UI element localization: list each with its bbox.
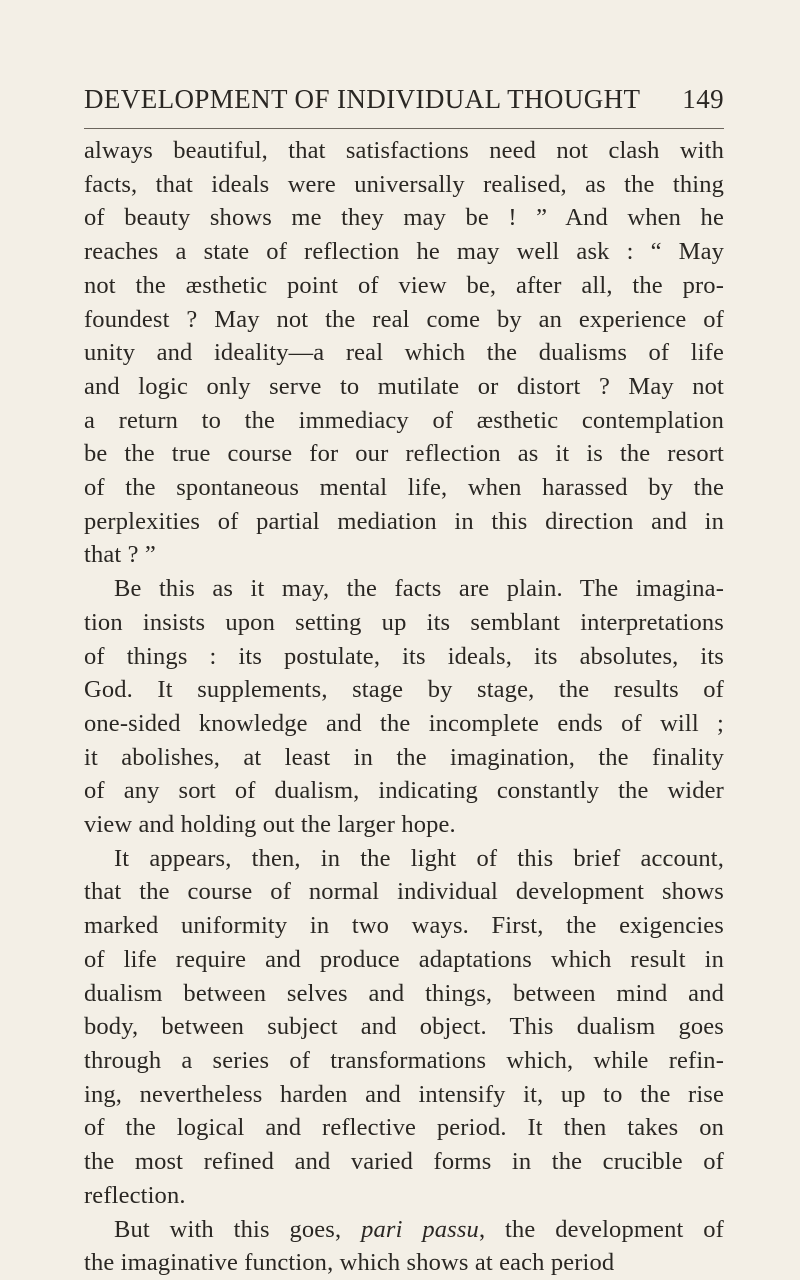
text-line-19: it abolishes, at least in the imagination, the finality xyxy=(84,743,724,771)
text-line-23: that the course of normal individual development shows xyxy=(84,878,724,906)
text-line-22: It appears, then, in the light of this brief account, xyxy=(114,844,724,872)
text-line-1: always beautiful, that satisfactions need not clash with xyxy=(84,137,724,164)
text-line-14: Be this as it may, the facts are plain. The imagina- xyxy=(114,575,724,603)
text-line-29: ing, nevertheless harden and intensify it, up to the rise xyxy=(84,1080,724,1108)
text-line-20: of any sort of dualism, indicating constantly the wider xyxy=(84,777,724,805)
text-line-4: reaches a state of reflection he may well ask : “ May xyxy=(84,238,724,266)
text-line-11: of the spontaneous mental life, when harassed by the xyxy=(84,474,724,502)
text-line-7: unity and ideality—a real which the dualisms of life xyxy=(84,339,724,367)
text-line-17: God. It supplements, stage by stage, the results of xyxy=(84,676,724,704)
body-text xyxy=(84,134,724,1280)
chapter-title: DEVELOPMENT OF INDIVIDUAL THOUGHT xyxy=(84,84,641,114)
text-line-30: of the logical and reflective period. It then takes on xyxy=(84,1114,724,1142)
page-number: 149 xyxy=(682,84,724,114)
text-line-16: of things : its postulate, its ideals, its absolutes, its xyxy=(84,642,724,670)
text-segment-before-italic: But with this goes, xyxy=(114,1215,342,1243)
text-segment-after-italic: , the development of xyxy=(478,1215,724,1243)
italic-phrase: pari passu xyxy=(361,1215,479,1243)
text-line-12: perplexities of partial mediation in this direction and in xyxy=(84,507,724,535)
text-line-25: of life require and produce adaptations which result in xyxy=(84,945,724,973)
text-line-33 xyxy=(84,1213,724,1247)
text-line-26: dualism between selves and things, between mind and xyxy=(84,979,724,1007)
text-line-9: a return to the immediacy of æsthetic contemplation xyxy=(84,406,724,434)
text-line-8: and logic only serve to mutilate or distort ? May not xyxy=(84,372,724,400)
text-line-13: that ? ” xyxy=(84,541,156,569)
text-line-5: not the æsthetic point of view be, after all, the pro- xyxy=(84,271,724,299)
text-line-2: facts, that ideals were universally realised, as the thing xyxy=(84,170,724,198)
text-line-6: foundest ? May not the real come by an experience of xyxy=(84,305,724,333)
header-rule xyxy=(84,128,724,129)
text-line-18: one-sided knowledge and the incomplete ends of will ; xyxy=(84,709,724,737)
text-line-32: reflection. xyxy=(84,1181,186,1209)
text-line-21: view and holding out the larger hope. xyxy=(84,811,456,839)
text-line-34: the imaginative function, which shows at each period xyxy=(84,1249,615,1277)
text-line-28: through a series of transformations which, while refin- xyxy=(84,1046,724,1074)
running-header xyxy=(84,84,724,115)
text-line-27: body, between subject and object. This dualism goes xyxy=(84,1013,724,1041)
text-line-3: of beauty shows me they may be ! ” And when he xyxy=(84,204,724,232)
text-line-10: be the true course for our reflection as it is the resort xyxy=(84,440,724,468)
text-line-15: tion insists upon setting up its semblant interpretations xyxy=(84,608,724,636)
text-line-31: the most refined and varied forms in the crucible of xyxy=(84,1148,724,1176)
text-line-24: marked uniformity in two ways. First, the exigencies xyxy=(84,912,724,940)
